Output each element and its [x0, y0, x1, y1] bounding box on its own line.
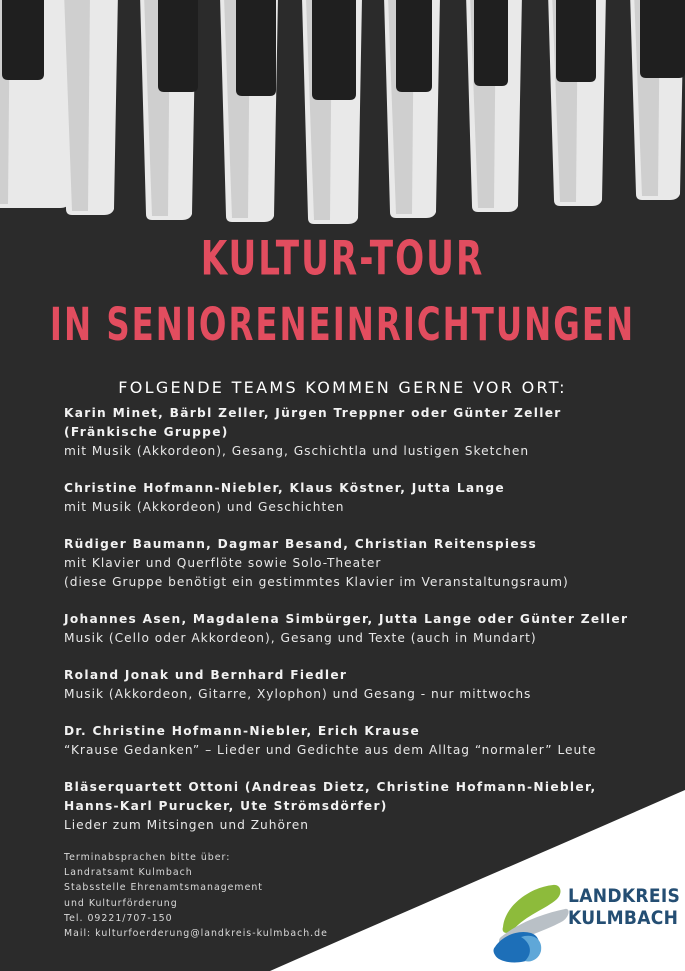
team-members: Roland Jonak und Bernhard Fiedler — [64, 668, 348, 682]
contact-line: Stabsstelle Ehrenamtsmanagement — [64, 882, 263, 894]
team-members: Rüdiger Baumann, Dagmar Besand, Christian Reitenspiess — [64, 537, 538, 551]
subtitle: FOLGENDE TEAMS KOMMEN GERNE VOR ORT: — [118, 378, 567, 397]
team-description: Musik (Cello oder Akkordeon), Gesang und Texte (auch in Mundart) — [64, 631, 537, 645]
team-members: Hanns-Karl Purucker, Ute Strömsdörfer) — [64, 799, 388, 813]
contact-line: Terminabsprachen bitte über: — [64, 852, 231, 863]
contact-line: Tel. 09221/707-150 — [64, 912, 173, 924]
team-description: mit Musik (Akkordeon) und Geschichten — [64, 500, 345, 514]
contact-line: Landratsamt Kulmbach — [64, 867, 193, 879]
contact-line: und Kulturförderung — [64, 897, 178, 909]
contact-info — [64, 850, 328, 941]
contact-line: Mail: kulturfoerderung@landkreis-kulmbach.de — [64, 928, 328, 940]
team-members: Johannes Asen, Magdalena Simbürger, Jutta Lange oder Günter Zeller — [64, 612, 629, 626]
team-description: (diese Gruppe benötigt ein gestimmtes Klavier im Veranstaltungsraum) — [64, 575, 569, 589]
team-members: Karin Minet, Bärbl Zeller, Jürgen Treppner oder Günter Zeller — [64, 406, 562, 420]
team-description: “Krause Gedanken” – Lieder und Gedichte aus dem Alltag “normaler” Leute — [64, 743, 597, 757]
team-description: Musik (Akkordeon, Gitarre, Xylophon) und Gesang - nur mittwochs — [64, 687, 532, 701]
team-members: Dr. Christine Hofmann-Niebler, Erich Krause — [64, 724, 421, 738]
title-line-1: KULTUR-TOUR — [200, 230, 485, 286]
logo-line-2: KULMBACH — [568, 907, 679, 929]
team-members: Christine Hofmann-Niebler, Klaus Köstner, Jutta Lange — [64, 481, 505, 495]
title-line-2: IN SENIORENEINRICHTUNGEN — [49, 299, 636, 352]
team-description: Lieder zum Mitsingen und Zuhören — [64, 818, 309, 832]
team-description: mit Klavier und Querflöte sowie Solo-Theater — [64, 556, 382, 570]
team-members: Bläserquartett Ottoni (Andreas Dietz, Christine Hofmann-Niebler, — [64, 780, 597, 794]
team-members: (Fränkische Gruppe) — [64, 425, 229, 439]
team-description: mit Musik (Akkordeon), Gesang, Gschichtla und lustigen Sketchen — [64, 444, 530, 458]
logo-line-1: LANDKREIS — [568, 885, 681, 907]
logo-wordmark — [568, 885, 680, 929]
